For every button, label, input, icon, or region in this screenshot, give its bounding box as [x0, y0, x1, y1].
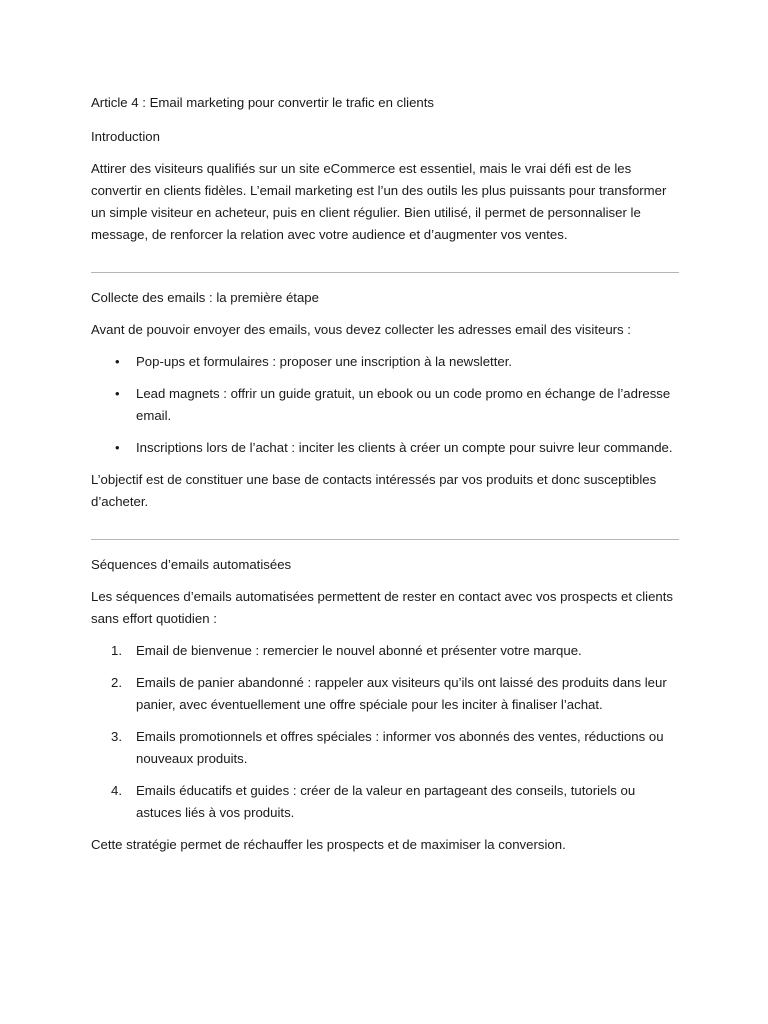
list-item [91, 726, 679, 770]
list-item [91, 351, 679, 373]
number-marker: 3. [111, 729, 122, 744]
collecte-lead: Avant de pouvoir envoyer des emails, vous devez collecter les adresses email des visiteurs : [91, 322, 631, 337]
collecte-heading: Collecte des emails : la première étape [91, 290, 319, 305]
list-item-text: Email de bienvenue : remercier le nouvel abonné et présenter votre marque. [136, 643, 582, 658]
number-marker: 4. [111, 783, 122, 798]
list-item-text: Emails éducatifs et guides : créer de la valeur en partageant des conseils, tutoriels ou astuces liés à vos produits. [136, 783, 636, 820]
section-divider [91, 272, 679, 273]
list-item-text: Emails de panier abandonné : rappeler aux visiteurs qu’ils ont laissé des produits dans leur panier, avec éventuellement une offre spéciale pour les inciter à finaliser l’achat. [136, 675, 667, 712]
sequences-conclusion: Cette stratégie permet de réchauffer les prospects et de maximiser la conversion. [91, 837, 566, 852]
sequences-lead: Les séquences d’emails automatisées permettent de rester en contact avec vos prospects et clients sans effort quotidien : [91, 589, 674, 626]
list-item [91, 383, 679, 427]
list-item-text: Inscriptions lors de l’achat : inciter les clients à créer un compte pour suivre leur commande. [136, 440, 673, 455]
article-title: Article 4 : Email marketing pour convertir le trafic en clients [91, 95, 435, 110]
list-item [91, 640, 679, 662]
intro-heading: Introduction [91, 129, 160, 144]
sequences-heading: Séquences d’emails automatisées [91, 557, 292, 572]
sequences-list [91, 640, 679, 824]
bullet-marker: • [115, 354, 120, 369]
section-divider [91, 539, 679, 540]
collecte-conclusion: L’objectif est de constituer une base de contacts intéressés par vos produits et donc susceptibles d’acheter. [91, 472, 657, 509]
list-item [91, 672, 679, 716]
list-item-text: Emails promotionnels et offres spéciales : informer vos abonnés des ventes, réductions ou nouveaux produits. [136, 729, 664, 766]
list-item [91, 437, 679, 459]
number-marker: 1. [111, 643, 122, 658]
bullet-marker: • [115, 440, 120, 455]
intro-paragraph: Attirer des visiteurs qualifiés sur un site eCommerce est essentiel, mais le vrai défi est de les convertir en clients fidèles. L’email marketing est l’un des outils les plus puissants pour transformer un simple visiteur en acheteur, puis en client régulier. Bien utilisé, il permet de personnaliser le message, de renforcer la relation avec votre audience et d’augmenter vos ventes. [91, 161, 667, 242]
number-marker: 2. [111, 675, 122, 690]
list-item [91, 780, 679, 824]
list-item-text: Lead magnets : offrir un guide gratuit, un ebook ou un code promo en échange de l’adresse email. [136, 386, 671, 423]
bullet-marker: • [115, 386, 120, 401]
list-item-text: Pop-ups et formulaires : proposer une inscription à la newsletter. [136, 354, 513, 369]
collecte-list [91, 351, 679, 459]
document-page [91, 94, 679, 866]
